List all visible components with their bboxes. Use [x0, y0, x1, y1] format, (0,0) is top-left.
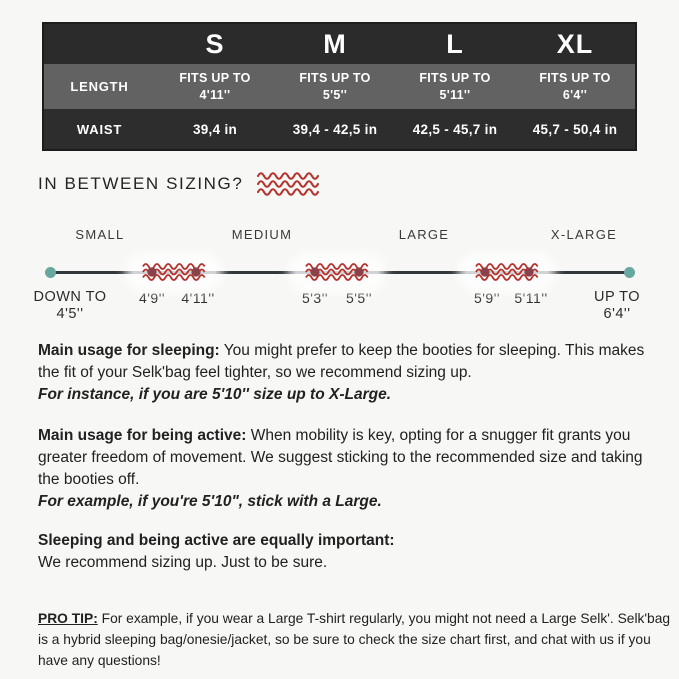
column-header-s: S [155, 24, 275, 64]
left-end-line2: 4'5'' [56, 305, 84, 322]
pro-tip-block [38, 609, 674, 672]
length-row-label: LENGTH [44, 64, 155, 109]
column-header-m: M [275, 24, 395, 64]
scale-tick-label: 4'9'' [138, 290, 166, 306]
section-usage-sleeping [38, 340, 650, 406]
category-label-xlarge: X-LARGE [550, 227, 618, 242]
waist-cell-s: 39,4 in [155, 109, 275, 149]
length-value: 6'4'' [562, 87, 588, 102]
section-usage-active [38, 425, 650, 513]
section-note: For instance, if you are 5'10'' size up to X-Large. [38, 386, 392, 403]
pro-tip-text: For example, if you wear a Large T-shirt regularly, you might not need a Large Selk'. Selk'bag is a hybrid sleeping bag/onesie/jacket, so be sure to check the size chart first, and chat with us if you have any questions! [38, 611, 671, 668]
section-equally-important [38, 530, 650, 574]
fits-up-to-text: FITS UP TO [419, 70, 491, 85]
overlap-wave-segment-icon [304, 260, 370, 284]
scale-tick-label: 5'5'' [345, 290, 373, 306]
section-body: When mobility is key, opting for a snugger fit grants you greater freedom of movement. We suggest sticking to the recommended size and taking the booties off. [38, 427, 643, 488]
waist-cell-xl: 45,7 - 50,4 in [515, 109, 635, 149]
category-label-small: SMALL [75, 227, 125, 242]
category-label-large: LARGE [398, 227, 450, 242]
column-header-l: L [395, 24, 515, 64]
pro-tip-label: PRO TIP: [38, 611, 98, 626]
right-end-line2: 6'4'' [603, 305, 631, 322]
section-body: You might prefer to keep the booties for sleeping. This makes the fit of your Selk'bag feel tighter, so we recommend sizing up. [38, 342, 645, 381]
length-value: 5'5'' [322, 87, 348, 102]
scale-left-end-label [33, 289, 106, 322]
fits-up-to-text: FITS UP TO [299, 70, 371, 85]
section-lead: Sleeping and being active are equally important: [38, 532, 395, 549]
length-value: 4'11'' [199, 87, 231, 102]
scale-tick-label: 5'11'' [514, 290, 548, 306]
left-end-line1: DOWN TO [33, 289, 107, 305]
overlap-wave-segment-icon [474, 260, 540, 284]
waist-cell-m: 39,4 - 42,5 in [275, 109, 395, 149]
scale-endpoint-dot-right [624, 267, 635, 278]
scale-tick-label: 4'11'' [181, 290, 215, 306]
overlap-wave-segment-icon [141, 260, 207, 284]
section-body: We recommend sizing up. Just to be sure. [38, 554, 328, 571]
section-note: For example, if you're 5'10", stick with a Large. [38, 493, 382, 510]
waist-row-label: WAIST [44, 109, 155, 149]
fits-up-to-text: FITS UP TO [539, 70, 611, 85]
scale-right-end-label [594, 289, 640, 322]
waist-cell-l: 42,5 - 45,7 in [395, 109, 515, 149]
length-value: 5'11'' [439, 87, 471, 102]
category-label-medium: MEDIUM [231, 227, 293, 242]
right-end-line1: UP TO [593, 289, 641, 305]
section-lead: Main usage for being active: [38, 427, 247, 444]
scale-tick-label: 5'9'' [473, 290, 501, 306]
fits-up-to-text: FITS UP TO [179, 70, 251, 85]
section-lead: Main usage for sleeping: [38, 342, 220, 359]
column-header-xl: XL [515, 24, 635, 64]
between-sizing-title: IN BETWEEN SIZING? [38, 174, 244, 193]
scale-tick-label: 5'3'' [301, 290, 329, 306]
scale-endpoint-dot-left [45, 267, 56, 278]
